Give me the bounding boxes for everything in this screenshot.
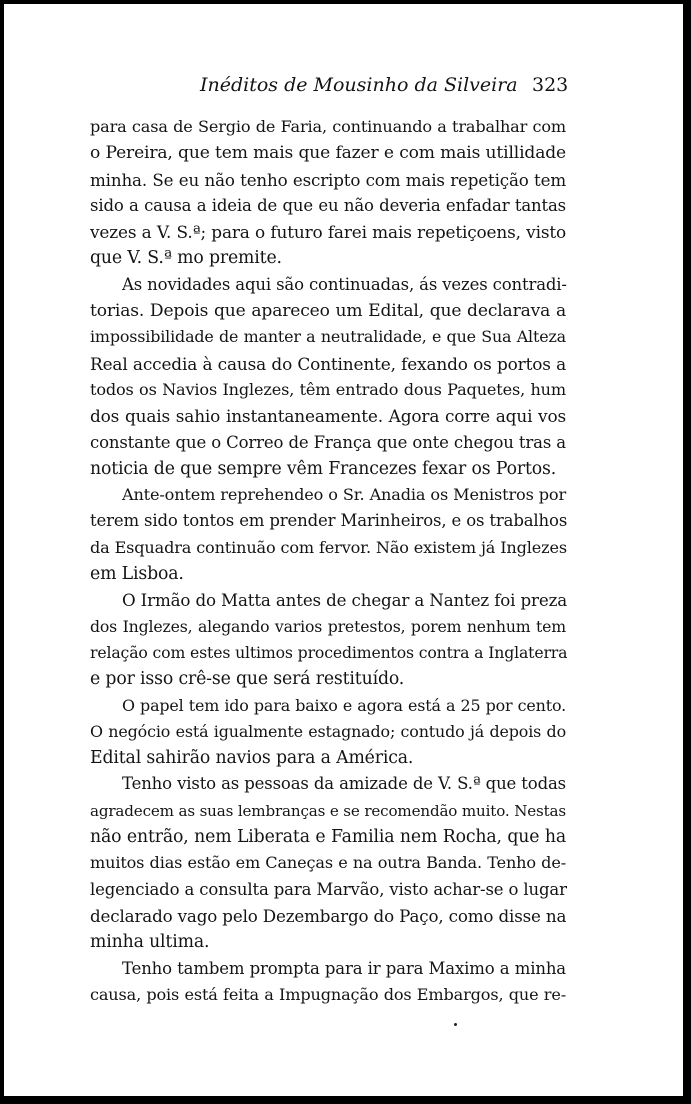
text-line: Tenho tambem prompta para ir para Maximo a minha (122, 958, 566, 978)
running-title: Inéditos de Mousinho da Silveira (200, 74, 518, 96)
text-line: vezes a V. S.ª; para o futuro farei mais repetiçoens, visto (90, 222, 566, 243)
text-line: relação com estes ultimos procedimentos contra a Inglaterra (90, 642, 568, 662)
text-line: As novidades aqui são continuadas, ás vezes contradi- (122, 274, 567, 294)
paragraph-1 (90, 114, 566, 272)
text-line: constante que o Correo de França que onte chegou tras a (90, 432, 566, 452)
paragraph-2 (90, 272, 566, 482)
text-line: todos os Navios Inglezes, têm entrado dous Paquetes, hum (90, 379, 566, 399)
text-line: agradecem as suas lembranças e se recomendão muito. Nestas (90, 801, 566, 820)
text-line: legenciado a consulta para Marvão, visto achar-se o lugar (90, 879, 567, 899)
text-line: impossibilidade de manter a neutralidade, e que Sua Alteza (90, 327, 566, 347)
book-page (4, 4, 683, 1096)
text-line: causa, pois está feita a Impugnação dos Embargos, que re- (90, 984, 566, 1004)
text-line: muitos dias estão em Caneças e na outra Banda. Tenho de- (90, 853, 566, 873)
text-line: O Irmão do Matta antes de chegar a Nantez foi preza (122, 590, 568, 611)
paragraph-6 (90, 771, 566, 955)
text-line: O papel tem ido para baixo e agora está a 25 por cento. (122, 695, 566, 715)
text-line: minha. Se eu não tenho escripto com mais repetição tem (90, 169, 566, 190)
text-line: e por isso crê-se que será restituído. (90, 669, 405, 690)
text-line: o Pereira, que tem mais que fazer e com mais utillidade (90, 143, 566, 164)
text-line: dos Inglezes, alegando varios pretestos, porem nenhum tem (90, 616, 566, 636)
text-line: para casa de Sergio de Faria, continuando a trabalhar com (90, 117, 566, 136)
text-line: que V. S.ª mo premite. (90, 248, 282, 269)
text-line: sido a causa a ideia de que eu não deveria enfadar tantas (90, 195, 566, 215)
text-line: não entrão, nem Liberata e Familia nem Rocha, que ha (90, 827, 566, 848)
text-line: torias. Depois que apareceo um Edital, que declarava a (90, 301, 566, 322)
text-line: Ante-ontem reprehendeo o Sr. Anadia os Menistros por (122, 485, 566, 505)
running-head (4, 70, 683, 100)
text-line: Tenho visto as pessoas da amizade de V. S.ª que todas (122, 774, 566, 794)
text-line: minha ultima. (90, 932, 210, 953)
page-number: 323 (532, 74, 569, 96)
paragraph-3 (90, 482, 566, 587)
paragraph-4 (90, 587, 566, 692)
paragraph-7 (90, 956, 566, 1009)
body-text (90, 114, 566, 1008)
print-speck (454, 1023, 457, 1026)
text-line: O negócio está igualmente estagnado; contudo já depois do (90, 721, 566, 741)
text-line: noticia de que sempre vêm Francezes fexar os Portos. (90, 458, 557, 479)
text-line: terem sido tontos em prender Marinheiros, e os trabalhos (90, 511, 568, 531)
text-line: em Lisboa. (90, 564, 184, 585)
text-line: dos quais sahio instantaneamente. Agora corre aqui vos (90, 406, 566, 427)
text-line: Edital sahirão navios para a América. (90, 748, 414, 769)
text-line: da Esquadra continuão com fervor. Não existem já Inglezes (90, 537, 567, 557)
text-line: declarado vago pelo Dezembargo do Paço, como disse na (90, 905, 567, 926)
text-line: Real accedia à causa do Continente, fexando os portos a (90, 353, 566, 374)
paragraph-5 (90, 693, 566, 772)
